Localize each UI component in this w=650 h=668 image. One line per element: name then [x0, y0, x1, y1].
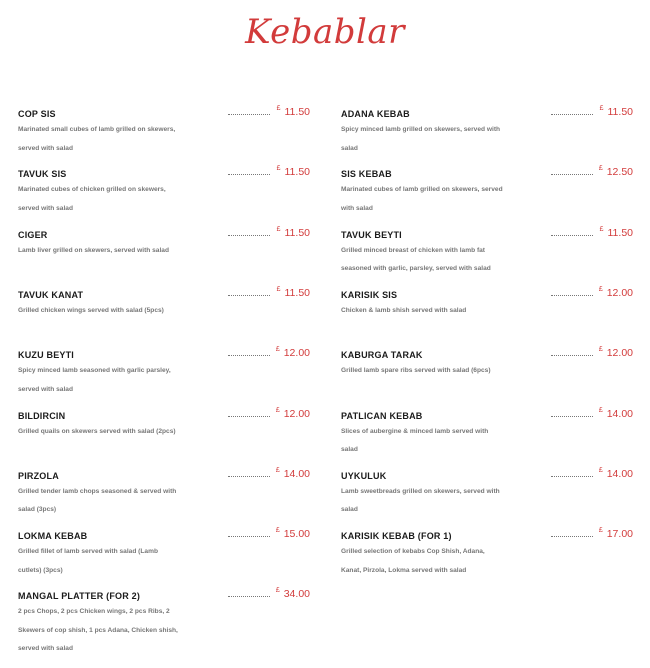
dotted-leader [551, 174, 593, 175]
dotted-leader [228, 596, 270, 597]
menu-item-description: Marinated cubes of lamb grilled on skewers, served with salad [341, 186, 503, 212]
price-value: 12.00 [606, 286, 633, 299]
menu-item-name: SIS KEBAB [341, 169, 392, 180]
dotted-leader [551, 355, 593, 356]
dotted-leader [228, 476, 270, 477]
menu-item [341, 346, 633, 406]
price-value: 12.00 [606, 347, 633, 360]
dotted-leader [228, 355, 270, 356]
menu-item-price [599, 347, 633, 359]
menu-item [18, 587, 310, 653]
menu-item-name: TAVUK KANAT [18, 289, 84, 300]
menu-item-description: Chicken & lamb shish served with salad [341, 306, 467, 314]
price-value: 12.00 [283, 407, 310, 420]
menu-item-description: Grilled tender lamb chops seasoned & served with salad (3pcs) [18, 487, 177, 514]
menu-item-name: ADANA KEBAB [341, 109, 410, 119]
menu-item [18, 346, 310, 406]
price-value: 12.00 [283, 347, 310, 360]
menu-item-price [276, 468, 310, 480]
dotted-leader [551, 476, 593, 477]
menu-item-description: Lamb liver grilled on skewers, served with salad [18, 246, 169, 254]
menu-item-price [599, 528, 633, 540]
menu-item-price [599, 166, 633, 178]
menu-item-name: MANGAL PLATTER (FOR 2) [18, 591, 141, 602]
menu-item-name: PIRZOLA [18, 470, 59, 481]
menu-item-description: 2 pcs Chops, 2 pcs Chicken wings, 2 pcs Ribs, 2 Skewers of cop shish, 1 pcs Adana, Chicken shish, served with salad [18, 608, 178, 653]
menu-item [341, 105, 633, 165]
menu-item-description: Grilled selection of kebabs Cop Shish, Adana, Kanat, Pirzola, Lokma served with salad [341, 548, 485, 574]
price-value: 34.00 [283, 588, 310, 601]
menu-item-description: Lamb sweetbreads grilled on skewers, served with salad [341, 487, 500, 514]
currency-symbol: £ [276, 225, 281, 233]
menu-item [341, 406, 633, 467]
menu-item-price [277, 166, 310, 178]
dotted-leader [228, 174, 270, 175]
currency-symbol: £ [598, 466, 603, 474]
currency-symbol: £ [276, 165, 281, 173]
menu-item [18, 466, 310, 527]
menu-item-price [276, 408, 310, 420]
dotted-leader [551, 114, 593, 115]
price-value: 11.50 [607, 226, 633, 239]
menu-item-description: Grilled quails on skewers served with salad (2pcs) [18, 427, 176, 435]
dotted-leader [228, 295, 270, 296]
menu-item-price [277, 287, 310, 299]
menu-item-price [277, 106, 310, 118]
menu-item-name: KUZU BEYTI [18, 350, 74, 361]
currency-symbol: £ [275, 527, 280, 535]
menu-item [18, 285, 310, 346]
dotted-leader [551, 295, 593, 296]
menu-item-description: Grilled chicken wings served with salad (5pcs) [18, 306, 164, 314]
menu-item-price [600, 227, 633, 239]
menu-item [18, 406, 310, 467]
menu-item-description: Spicy minced lamb seasoned with garlic parsley, served with salad [18, 367, 171, 393]
price-value: 11.50 [284, 166, 310, 179]
dotted-leader [551, 536, 593, 537]
menu-item-name: PATLICAN KEBAB [341, 410, 423, 421]
price-value: 14.00 [606, 407, 633, 420]
dotted-leader [228, 536, 270, 537]
menu-item-name: UYKULUK [341, 470, 387, 481]
menu-item-name: LOKMA KEBAB [18, 531, 88, 542]
menu-item [341, 165, 633, 225]
price-value: 17.00 [606, 528, 633, 541]
menu-item-price [599, 287, 633, 299]
menu-item-price [599, 408, 633, 420]
dotted-leader [228, 235, 270, 236]
menu-item [341, 225, 633, 286]
currency-symbol: £ [598, 527, 603, 535]
menu-item-name: TAVUK BEYTI [341, 229, 402, 240]
dotted-leader [228, 114, 270, 115]
menu-item [18, 527, 310, 587]
dotted-leader [551, 416, 593, 417]
currency-symbol: £ [599, 225, 604, 233]
menu-item-description: Grilled lamb spare ribs served with salad (6pcs) [341, 367, 491, 375]
menu-item-description: Grilled fillet of lamb served with salad (Lamb cutlets) (3pcs) [18, 548, 158, 574]
menu-item [341, 527, 633, 587]
dotted-leader [228, 416, 270, 417]
menu-item-price [276, 347, 310, 359]
currency-symbol: £ [598, 346, 603, 354]
menu-item-name: KABURGA TARAK [341, 350, 423, 361]
menu-item-description: Slices of aubergine & minced lamb served with salad [341, 427, 489, 453]
price-value: 11.50 [607, 106, 633, 118]
menu-item-name: BILDIRCIN [18, 410, 66, 421]
price-value: 11.50 [284, 226, 310, 239]
menu-item-price [600, 106, 633, 118]
currency-symbol: £ [275, 466, 280, 474]
menu-item-description: Spicy minced lamb grilled on skewers, served with salad [341, 126, 501, 152]
menu-item-description: Marinated small cubes of lamb grilled on skewers, served with salad [18, 126, 176, 152]
menu-item [18, 225, 310, 286]
currency-symbol: £ [598, 285, 603, 293]
menu-item-price [276, 528, 310, 540]
currency-symbol: £ [275, 346, 280, 354]
menu-section-title: Kebablar [245, 12, 405, 52]
currency-symbol: £ [275, 587, 280, 595]
menu-item [18, 105, 310, 165]
menu-item [341, 285, 633, 346]
currency-symbol: £ [598, 165, 603, 173]
menu-item-name: COP SIS [18, 109, 56, 119]
menu-item-name: CIGER [18, 229, 48, 240]
price-value: 14.00 [283, 467, 310, 480]
menu-item-price [599, 468, 633, 480]
currency-symbol: £ [276, 105, 281, 112]
price-value: 14.00 [606, 467, 633, 480]
menu-item-description: Grilled minced breast of chicken with lamb fat seasoned with garlic, parsley, served with salad [341, 246, 491, 273]
menu-item [18, 165, 310, 225]
currency-symbol: £ [276, 285, 281, 293]
currency-symbol: £ [275, 406, 280, 414]
currency-symbol: £ [598, 406, 603, 414]
menu-item-price [277, 227, 310, 239]
price-value: 11.50 [284, 106, 310, 118]
menu-item-name: KARISIK KEBAB (FOR 1) [341, 531, 452, 542]
price-value: 12.50 [606, 166, 633, 179]
price-value: 11.50 [284, 286, 310, 299]
menu-item-price [276, 588, 310, 600]
menu-item-description: Marinated cubes of chicken grilled on skewers, served with salad [18, 186, 166, 212]
menu-item-name: TAVUK SIS [18, 169, 67, 180]
dotted-leader [551, 235, 593, 236]
menu-item-name: KARISIK SIS [341, 289, 398, 300]
menu-item [341, 466, 633, 527]
price-value: 15.00 [283, 528, 310, 541]
currency-symbol: £ [599, 105, 604, 112]
